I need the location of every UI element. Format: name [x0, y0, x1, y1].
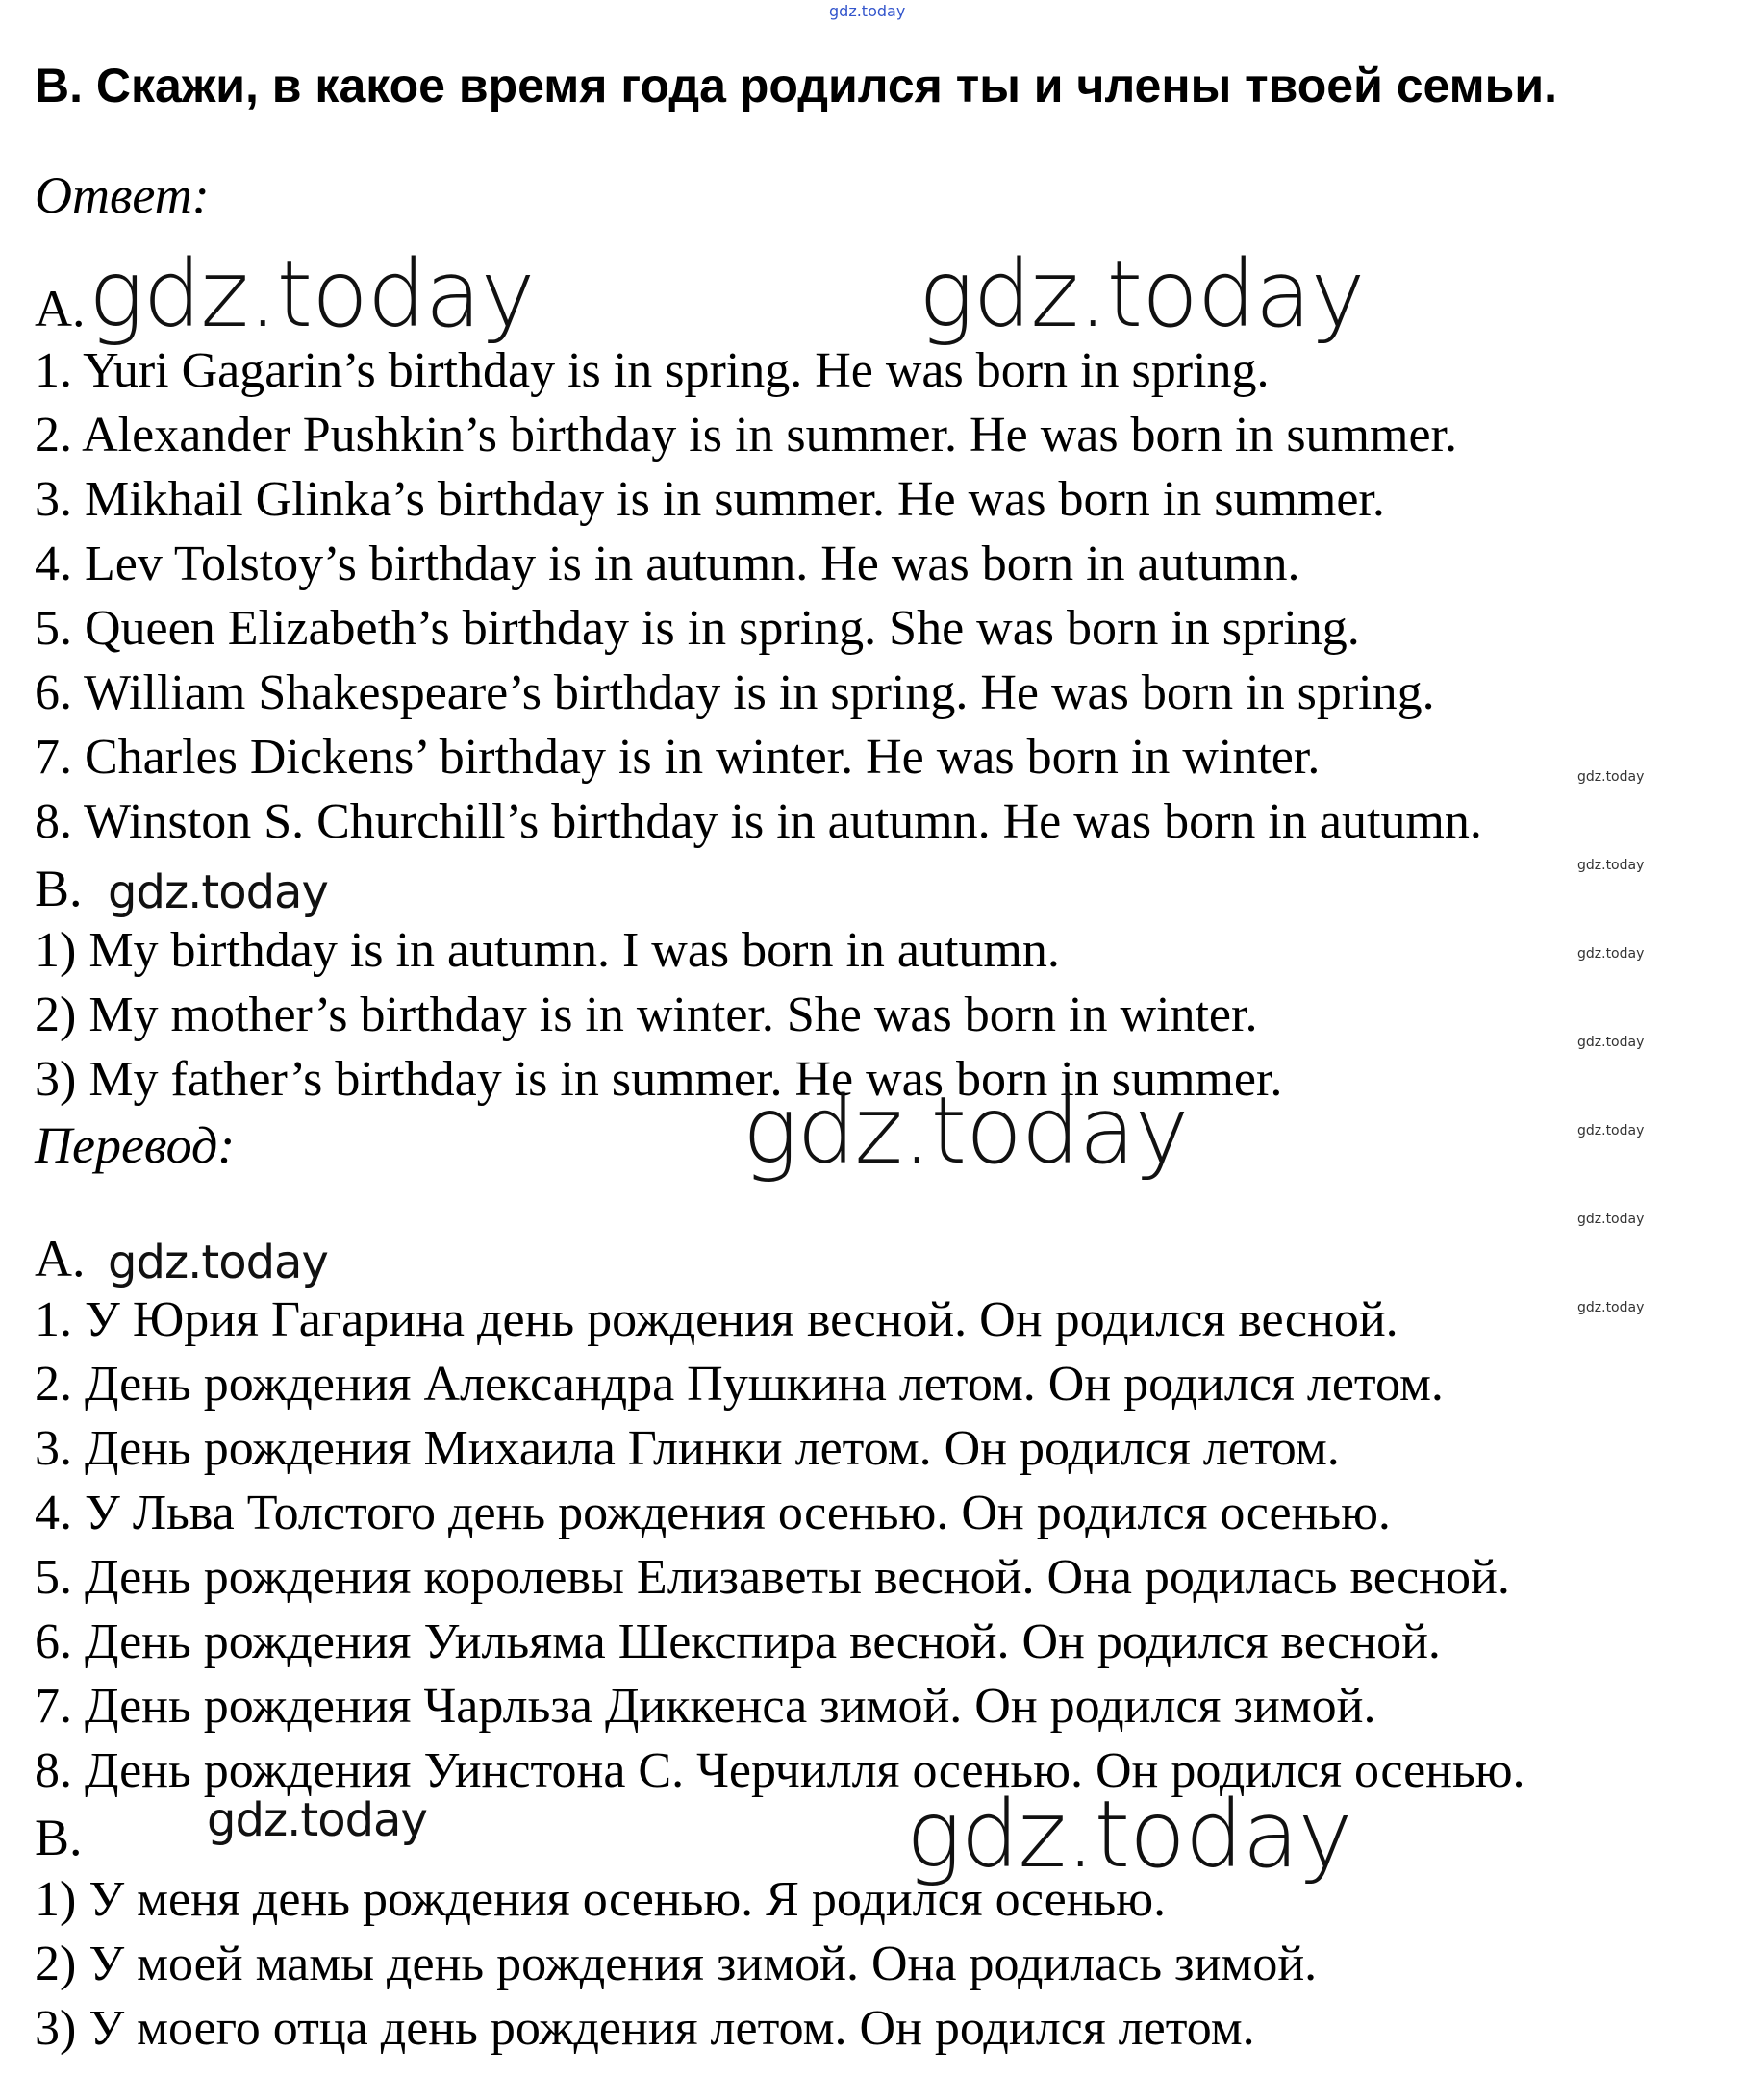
- translation-label: Перевод:: [35, 1116, 236, 1174]
- translation-a-line-5: 5. День рождения королевы Елизаветы весной. Она родилась весной.: [35, 1550, 1510, 1605]
- header-watermark: gdz.today: [829, 2, 906, 20]
- answer-a-line-4: 4. Lev Tolstoy’s birthday is in autumn. He was born in autumn.: [35, 537, 1300, 591]
- answer-a-line-1: 1. Yuri Gagarin’s birthday is in spring. He was born in spring.: [35, 343, 1270, 398]
- task-title: B. Скажи, в какое время года родился ты и члены твоей семьи.: [35, 59, 1558, 112]
- translation-a-line-4: 4. У Льва Толстого день рождения осенью. Он родился осенью.: [35, 1486, 1391, 1540]
- translation-a-line-8: 8. День рождения Уинстона С. Черчилля осенью. Он родился осенью.: [35, 1743, 1525, 1798]
- translation-a-line-1: 1. У Юрия Гагарина день рождения весной. Он родился весной.: [35, 1292, 1398, 1347]
- answer-b-line-2: 2) My mother’s birthday is in winter. She was born in winter.: [35, 988, 1258, 1042]
- answer-section-a-letter: A.: [35, 280, 86, 338]
- translation-a-line-2: 2. День рождения Александра Пушкина летом. Он родился летом.: [35, 1357, 1444, 1412]
- answer-a-line-5: 5. Queen Elizabeth’s birthday is in spring. She was born in spring.: [35, 601, 1360, 656]
- translation-a-line-6: 6. День рождения Уильяма Шекспира весной. Он родился весной.: [35, 1614, 1441, 1669]
- watermark-small: gdz.today: [1577, 1212, 1645, 1227]
- translation-b-line-3: 3) У моего отца день рождения летом. Он родился летом.: [35, 2001, 1255, 2056]
- watermark-medium: gdz.today: [207, 1793, 427, 1847]
- watermark-large: gdz.today: [906, 1781, 1352, 1888]
- watermark-small: gdz.today: [1577, 1035, 1645, 1050]
- translation-b-line-2: 2) У моей мамы день рождения зимой. Она родилась зимой.: [35, 1937, 1318, 1991]
- answer-a-line-8: 8. Winston S. Churchill’s birthday is in autumn. He was born in autumn.: [35, 794, 1482, 849]
- watermark-large: gdz.today: [743, 1077, 1189, 1185]
- watermark-small: gdz.today: [1577, 946, 1645, 962]
- translation-a-line-7: 7. День рождения Чарльза Диккенса зимой. Он родился зимой.: [35, 1679, 1376, 1734]
- answer-a-line-7: 7. Charles Dickens’ birthday is in winter. He was born in winter.: [35, 730, 1321, 785]
- answer-b-line-3: 3) My father’s birthday is in summer. He was born in summer.: [35, 1052, 1283, 1107]
- answer-label: Ответ:: [35, 166, 210, 224]
- answer-b-line-1: 1) My birthday is in autumn. I was born in autumn.: [35, 923, 1060, 978]
- translation-a-line-3: 3. День рождения Михаила Глинки летом. Он родился летом.: [35, 1421, 1340, 1476]
- answer-a-line-6: 6. William Shakespeare’s birthday is in spring. He was born in spring.: [35, 665, 1435, 720]
- watermark-small: gdz.today: [1577, 1123, 1645, 1138]
- answer-a-line-3: 3. Mikhail Glinka’s birthday is in summer. He was born in summer.: [35, 472, 1385, 527]
- watermark-large: gdz.today: [88, 240, 535, 348]
- translation-section-b-letter: B.: [35, 1809, 83, 1866]
- watermark-small: gdz.today: [1577, 769, 1645, 785]
- translation-section-a-letter: A.: [35, 1230, 86, 1288]
- watermark-small: gdz.today: [1577, 1300, 1645, 1315]
- watermark-large: gdz.today: [919, 240, 1365, 348]
- answer-section-b-letter: B.: [35, 860, 83, 917]
- watermark-medium: gdz.today: [108, 865, 328, 919]
- watermark-small: gdz.today: [1577, 858, 1645, 873]
- translation-b-line-1: 1) У меня день рождения осенью. Я родился осенью.: [35, 1872, 1167, 1927]
- watermark-medium: gdz.today: [108, 1236, 328, 1289]
- answer-a-line-2: 2. Alexander Pushkin’s birthday is in summer. He was born in summer.: [35, 408, 1457, 462]
